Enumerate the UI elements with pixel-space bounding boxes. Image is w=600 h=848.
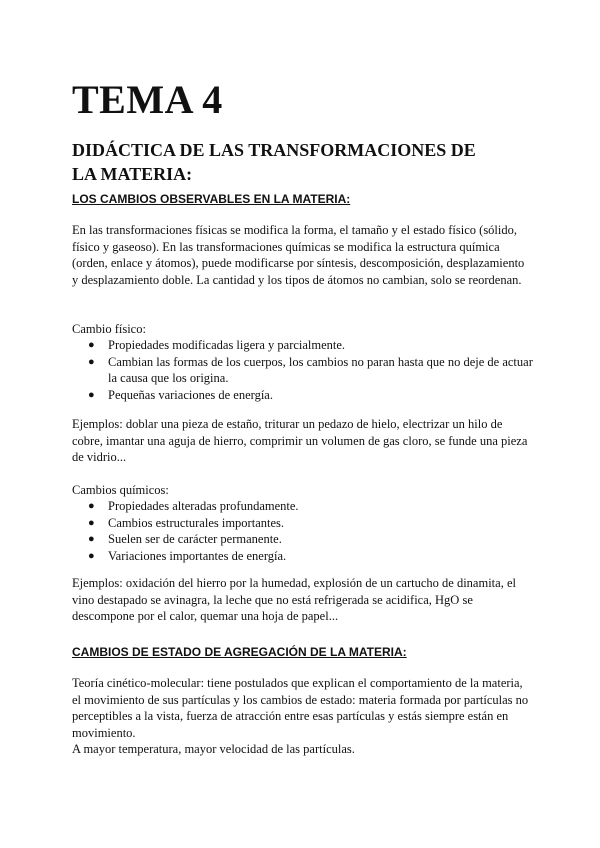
bullet-icon: ● [88,500,95,512]
section-heading-cambios-de-estado: CAMBIOS DE ESTADO DE AGREGACIÓN DE LA MATERIA: [72,645,407,659]
list-item: ● Variaciones importantes de energía. [88,548,287,563]
list-item: ● Suelen ser de carácter permanente. [88,532,282,546]
list-item: ● Propiedades alteradas profundamente. [88,499,299,513]
page-title: TEMA 4 [72,77,223,122]
intro-paragraph: En las transformaciones físicas se modifica la forma, el tamaño y el estado físico (sólido, físico y gaseoso). En las transformaciones químicas se modifica la estructura química (orden, enlace y átomos), puede modificarse por síntesis, descomposición, desplazamiento y desplazamiento doble. La cantidad y los tipos de átomos no cambian, solo se reordenan. [72,223,525,287]
bullet-icon: ● [88,388,95,401]
bullet-icon: ● [88,339,95,351]
section-heading-cambios-observables: LOS CAMBIOS OBSERVABLES EN LA MATERIA: [72,192,351,206]
list-item: ● Cambian las formas de los cuerpos, los cambios no paran hasta que no deje de actuar la causa que los origina. [88,354,533,385]
list-item: ● Pequeñas variaciones de energía. [88,387,273,402]
list-item: ● Cambios estructurales importantes. [88,515,285,530]
bullet-icon: ● [88,355,95,368]
chemical-change-list [88,498,538,564]
bullet-icon: ● [88,516,95,529]
chemical-change-label: Cambios químicos: [72,483,169,497]
page-subtitle: DIDÁCTICA DE LAS TRANSFORMACIONES DE LA MATERIA: [72,140,476,184]
bullet-icon: ● [88,533,95,545]
physical-change-list [88,337,538,403]
list-item: ● Propiedades modificadas ligera y parcialmente. [88,338,346,352]
physical-examples-paragraph: Ejemplos: doblar una pieza de estaño, triturar un pedazo de hielo, electrizar un hilo de cobre, imantar una aguja de hierro, comprimir un volumen de gas cloro, se funde una pieza de vidrio... [72,417,528,464]
bullet-icon: ● [88,549,95,562]
physical-change-label: Cambio físico: [72,322,146,336]
kinetic-theory-paragraph: Teoría cinético-molecular: tiene postulados que explican el comportamiento de la materia, el movimiento de sus partículas y los cambios de estado: materia formada por partículas no perceptibles a la vista, fuerza de atracción entre esas partículas y estás siempre están en movimiento. [72,676,529,740]
chemical-examples-paragraph: Ejemplos: oxidación del hierro por la humedad, explosión de un cartucho de dinamita, el vino destapado se avinagra, la leche que no está refrigerada se acidifica, HgO se descompone por el calor, quemar una hoja de papel... [72,576,516,623]
temperature-statement: A mayor temperatura, mayor velocidad de las partículas. [72,742,355,756]
